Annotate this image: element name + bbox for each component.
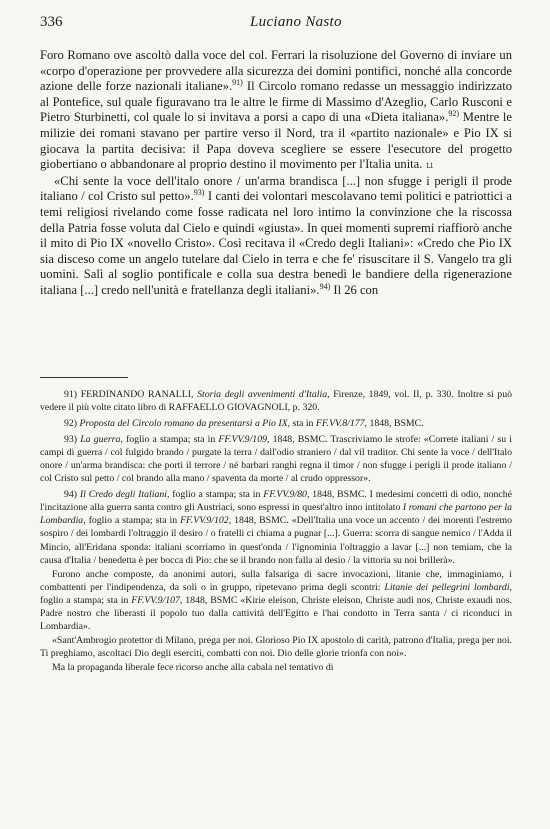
footnote-94 <box>40 488 512 566</box>
footnote-91 <box>40 388 512 414</box>
text-run: 93) <box>64 434 81 446</box>
text-run: , 1848, BSMC «Kirie eleison, Christe eleison, Christe audi nos, Christe exaudi nos. Padre nostro che liberasti il popolo tuo dalla cattività dell'Egitto e l'hai condotto in Terra santa / ci riconduci in Lombardia». <box>40 594 512 632</box>
text-run: Foro Romano ove ascoltò dalla voce del col. Ferrari la risoluzione del Governo di inviare un «corpo d'operazione per provvedere alla sicurezza dei domini pontifici, nonché alla concorde azione delle forze nazionali italiane». <box>40 48 512 94</box>
text-run: , 1848, BSMC. «Dell'Italia una voce un accento / dei morenti l'estremo sospiro / dei lombardi l'oltraggio il desiro / o fratelli ci chiama a pugnar [...]. Guerra: scorra di sangue nemico / l'Adda il Mincio, all'Eridana sponda: italiani scorriamo in quest'onda / l'ignominia l'oltraggio a lavar [...] non temiam, che la causa d'Italia / benedetta è per bocca di Pio: che se il brando non falla al desio / la vittoria su noi brillerà». <box>40 515 512 566</box>
running-head <box>40 14 512 38</box>
body-paragraph <box>40 48 512 174</box>
footnote-94-continuation <box>40 634 512 660</box>
italic-title: La guerra <box>80 434 121 446</box>
text-run: 92) <box>64 418 80 430</box>
footnote-93 <box>40 433 512 485</box>
text-run: , 1848, BSMC. Trascriviamo le strofe: «Correte italiani / su i campi di guerra / col fulgido brando / purgate la terra / dall'odio straniero / dal vil traditor. Chi sente la voce / dell'Italo onore / un'arma brandisca: che porti il terrore / né barbari ranghi regna il timor / non sfugge i perigli il prode italiano / col Cristo sul petto / col brando alla mano / spaventa da morte / al crudo oppressor». <box>40 434 512 485</box>
text-run: Mentre le milizie dei romani stavano per partire verso il Nord, tra il «partito nazionale» e Pio IX si giocava la partita decisiva: il Papa doveva scegliere se essere l'esecutore del progetto giobertiano o abbandonare al proprio destino il movimento per l'Italia unita. <box>40 110 512 172</box>
stray-mark: 1.1 <box>425 161 433 171</box>
italic-title: FF.VV.9/80 <box>263 489 307 501</box>
text-run: Ma la propaganda liberale fece ricorso anche alla cabala nel tentativo di <box>52 661 334 673</box>
footnote-92 <box>40 417 512 430</box>
italic-title: FF.VV.9/102 <box>180 515 229 527</box>
footnote-ref: 94) <box>319 281 331 291</box>
text-run: Il Circolo romano redasse un messaggio indirizzato al Pontefice, sul quale figuravano tra le altre le firme di Massimo d'Azeglio, Carlo Rusconi e Pietro Sturbinetti, col quale lo si invitava a porsi a capo di una «Dieta italiana». <box>40 79 512 125</box>
footnote-ref: 91) <box>232 78 243 87</box>
text-run: 94) <box>64 489 80 501</box>
page-number: 336 <box>40 14 63 30</box>
body-paragraph <box>40 174 512 299</box>
footnote-94-continuation <box>40 661 512 674</box>
italic-title: Il Credo degli Italiani <box>79 489 167 501</box>
footnote-rule <box>40 377 128 378</box>
text-run: , sta in <box>287 418 316 430</box>
text-run: , 1848, BSMC. <box>364 418 424 430</box>
italic-title: I romani che partono per la Lombardia <box>40 502 512 527</box>
footnotes-section <box>40 377 512 674</box>
footnote-94-continuation <box>40 568 512 633</box>
text-run: , 1848, BSMC. I medesimi concetti di odio, nonché l'incitazione alla guerra santa contro gli Austriaci, sono espressi in quest'altro inno intitolato <box>40 489 512 514</box>
text-run: 91) FERDINANDO RANALLI, <box>64 389 198 400</box>
italic-title: FF.VV.9/107 <box>131 594 180 606</box>
footnote-ref: 92) <box>448 109 460 119</box>
text-run: , foglio a stampa; sta in <box>83 515 181 527</box>
text-run: , Firenze, 1849, vol. II, p. 330. Inoltre si può vedere il più volte citato libro di RAFFAELLO GIOVAGNOLI, p. 320. <box>40 389 512 414</box>
text-run: Il 26 con <box>330 282 379 297</box>
text-run: Furono anche composte, da anonimi autori, sulla falsariga di sacre invocazioni, litanie che, immaginiamo, i combattenti per l'indipendenza, da soli o in gruppo, ripetevano prima degli scontri: <box>40 568 512 593</box>
text-run: «Chi sente la voce dell'italo onore / un'arma brandisca [...] non sfugge i perigli il prode italiano / col Cristo sul petto». <box>40 173 512 204</box>
italic-title: Litanie dei pellegrini lombardi <box>384 581 510 593</box>
text-run: I canti dei volontari mescolavano temi politici e patriottici a temi religiosi rivelando come fosse radicata nel loro intimo la convinzione che la riscossa della Patria fosse voluta dal Cielo e quindi «giusta». In quei momenti supremi riaffiorò anche il mito di Pio IX «novello Cristo». Così recitava il «Credo degli Italiani»: «Credo che Pio IX sia disceso come un angelo tutelare dal Cielo in terra e che fe' risuscitare il S. Vangelo tra gli uomini. Salì al soglio pontificale e colla sua destra benedì le bandiere della rigenerazione italiana [...] credo nell'unità e fratellanza degli italiani». <box>40 189 512 297</box>
text-run: «Sant'Ambrogio protettor di Milano, prega per noi. Glorioso Pio IX apostolo di carità, patrono d'Italia, prega per noi. Ti preghiamo, ascoltaci Dio degli eserciti, combatti con noi. Dio delle glorie trionfa con noi». <box>40 634 512 659</box>
italic-title: Storia degli avvenimenti d'Italia <box>197 389 328 400</box>
text-run: , foglio a stampa; sta in <box>166 489 264 501</box>
text-run: , foglio a stampa; sta in <box>40 581 512 606</box>
footnote-ref: 93) <box>193 188 205 198</box>
italic-title: Proposta del Circolo romano da presentarsi a Pio IX <box>79 418 288 430</box>
body-text <box>40 48 512 299</box>
italic-title: FF.VV.8/177 <box>315 418 365 430</box>
text-run: , foglio a stampa; sta in <box>120 434 219 446</box>
running-title: Luciano Nasto <box>250 14 342 30</box>
italic-title: FF.VV.9/109 <box>218 434 267 446</box>
